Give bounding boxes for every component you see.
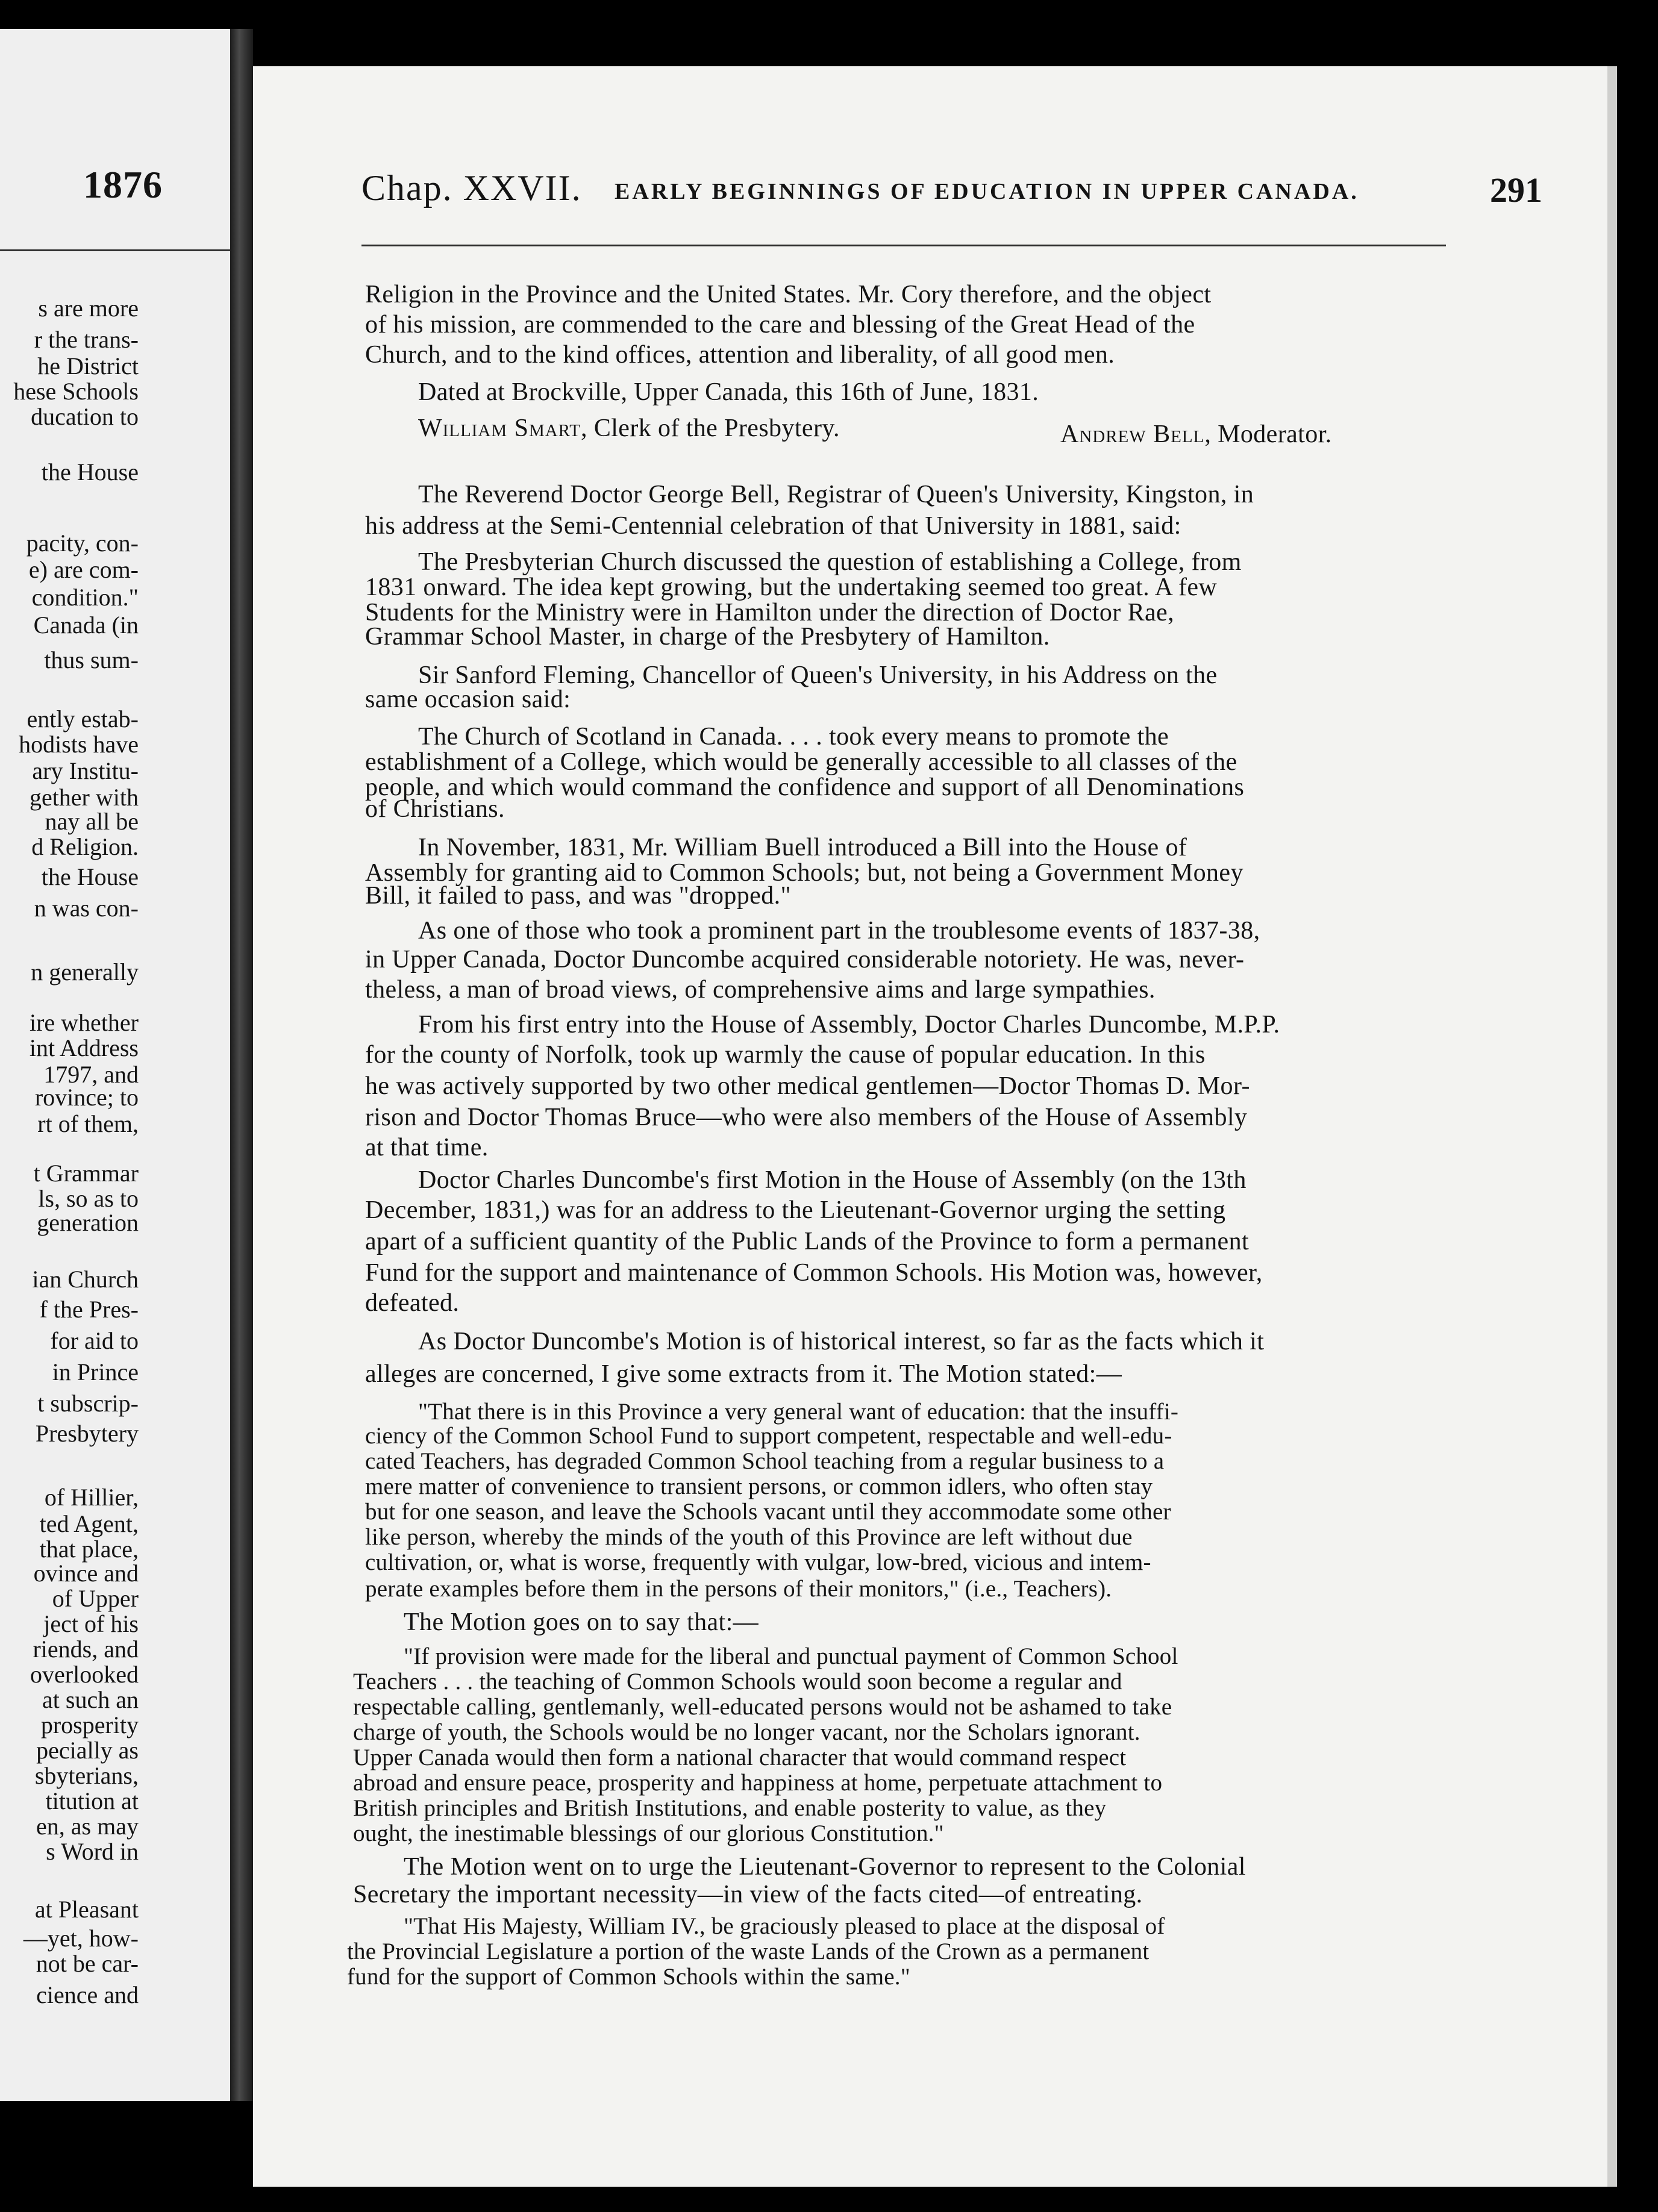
previous-page-line: in Prince — [52, 1358, 139, 1386]
previous-page-line: for aid to — [50, 1327, 139, 1354]
previous-page-line: t Grammar — [33, 1160, 139, 1187]
previous-page-line: overlooked — [30, 1661, 139, 1688]
text-line: he was actively supported by two other medical gentlemen—Doctor Thomas D. Mor- — [365, 1072, 1250, 1100]
text-line: Andrew Bell, Moderator. — [1060, 420, 1332, 448]
page-number: 291 — [1490, 170, 1542, 210]
previous-page-line: en, as may — [36, 1813, 139, 1840]
quoted-line: "That His Majesty, William IV., be graciously pleased to place at the disposal of — [404, 1913, 1165, 1939]
text-line: Secretary the important necessity—in view of the facts cited—of entreating. — [353, 1881, 1143, 1908]
body-text — [253, 66, 1607, 2187]
previous-page-number: 1876 — [83, 163, 163, 206]
previous-page-line: Presbytery — [35, 1420, 139, 1447]
previous-page-line: ian Church — [32, 1266, 139, 1293]
text-line: alleges are concerned, I give some extracts from it. The Motion stated:— — [365, 1360, 1122, 1388]
previous-page-line: ject of his — [43, 1610, 139, 1637]
text-line: Dated at Brockville, Upper Canada, this 16th of June, 1831. — [418, 378, 1039, 406]
previous-page-line: d Religion. — [31, 833, 139, 860]
previous-page-line: int Address — [29, 1034, 139, 1061]
text-line: December, 1831,) was for an address to the Lieutenant-Governor urging the setting — [365, 1196, 1226, 1224]
previous-page-line: not be car- — [36, 1950, 139, 1977]
previous-page-line: gether with — [29, 784, 139, 811]
previous-page-line: ire whether — [29, 1009, 139, 1036]
previous-page-line: at Pleasant — [34, 1896, 139, 1923]
text-line: at that time. — [365, 1134, 489, 1161]
quoted-line: like person, whereby the minds of the youth of this Province are left without due — [365, 1524, 1133, 1550]
previous-page-line: ls, so as to — [38, 1185, 139, 1212]
previous-page-line: he District — [37, 352, 139, 380]
text-line: The Church of Scotland in Canada. . . . took every means to promote the — [418, 723, 1169, 751]
previous-page-line: t subscrip- — [37, 1390, 139, 1417]
previous-page-line: rt of them, — [37, 1110, 139, 1137]
previous-page-line: condition." — [31, 584, 139, 611]
previous-page-line: ted Agent, — [39, 1510, 139, 1537]
previous-page-line: pecially as — [36, 1737, 139, 1764]
page-edge-shadow — [1607, 66, 1617, 2187]
previous-page-header-rule — [0, 249, 230, 251]
running-title: EARLY BEGINNINGS OF EDUCATION IN UPPER CANADA. — [615, 179, 1359, 204]
quoted-line: Upper Canada would then form a national character that would command respect — [353, 1745, 1127, 1770]
previous-page-line: that place, — [39, 1536, 139, 1563]
previous-page-line: Canada (in — [33, 611, 139, 639]
text-line: The Motion goes on to say that:— — [404, 1608, 759, 1636]
text-line: defeated. — [365, 1289, 460, 1317]
text-line: of his mission, are commended to the care and blessing of the Great Head of the — [365, 311, 1195, 339]
previous-page-line: —yet, how- — [23, 1925, 139, 1952]
previous-page-line: rovince; to — [34, 1084, 139, 1111]
text-line: in Upper Canada, Doctor Duncombe acquired considerable notoriety. He was, never- — [365, 946, 1245, 973]
text-line: people, and which would command the confidence and support of all Denominations — [365, 773, 1245, 801]
text-line: From his first entry into the House of Assembly, Doctor Charles Duncombe, M.P.P. — [418, 1011, 1280, 1039]
previous-page-line: riends, and — [33, 1636, 139, 1663]
text-line: of Christians. — [365, 795, 505, 823]
text-line: As Doctor Duncombe's Motion is of historical interest, so far as the facts which it — [418, 1328, 1265, 1355]
text-line: Doctor Charles Duncombe's first Motion in the House of Assembly (on the 13th — [418, 1166, 1247, 1194]
previous-page-line: cience and — [36, 1981, 139, 2008]
quoted-line: perate examples before them in the persons of their monitors," (i.e., Teachers). — [365, 1576, 1112, 1602]
previous-page-line: r the trans- — [34, 326, 139, 353]
previous-page-line: ently estab- — [27, 705, 139, 733]
previous-page-line: s Word in — [46, 1838, 139, 1865]
text-line: In November, 1831, Mr. William Buell introduced a Bill into the House of — [418, 834, 1187, 861]
text-line: Fund for the support and maintenance of Common Schools. His Motion was, however, — [365, 1259, 1263, 1287]
quoted-line: ciency of the Common School Fund to support competent, respectable and well-edu- — [365, 1423, 1172, 1449]
book-spine-gutter — [230, 29, 253, 2101]
quoted-line: abroad and ensure peace, prosperity and happiness at home, perpetuate attachment to — [353, 1770, 1163, 1796]
page-291 — [253, 66, 1607, 2187]
quoted-line: mere matter of convenience to transient persons, or common idlers, who often stay — [365, 1473, 1153, 1499]
previous-page-line: prosperity — [40, 1711, 139, 1739]
chapter-label: Chap. XXVII. — [361, 168, 582, 208]
previous-page-line: n was con- — [34, 895, 139, 922]
previous-page-line: nay all be — [45, 808, 139, 835]
previous-page-line: f the Pres- — [39, 1296, 139, 1323]
previous-page-line: pacity, con- — [26, 530, 139, 557]
previous-page-line: thus sum- — [44, 646, 139, 673]
text-line: for the county of Norfolk, took up warmly the cause of popular education. In this — [365, 1041, 1206, 1069]
text-line: Bill, it failed to pass, and was "dropped." — [365, 882, 792, 910]
previous-page-line: generation — [37, 1209, 139, 1236]
previous-page-line: ducation to — [31, 403, 139, 430]
quoted-line: Teachers . . . the teaching of Common Schools would soon become a regular and — [353, 1669, 1122, 1695]
previous-page-line: s are more — [38, 295, 139, 322]
text-line: rison and Doctor Thomas Bruce—who were also members of the House of Assembly — [365, 1104, 1248, 1131]
previous-page-line: hodists have — [19, 731, 139, 758]
previous-page-line: hese Schools — [13, 378, 139, 405]
quoted-line: "If provision were made for the liberal and punctual payment of Common School — [404, 1643, 1178, 1669]
quoted-line: respectable calling, gentlemanly, well-educated persons would not be ashamed to take — [353, 1694, 1172, 1720]
previous-page-line: e) are com- — [28, 556, 139, 583]
quoted-line: charge of youth, the Schools would be no longer vacant, nor the Scholars ignorant. — [353, 1719, 1140, 1745]
text-line: apart of a sufficient quantity of the Public Lands of the Province to form a permanent — [365, 1228, 1250, 1255]
text-line: Assembly for granting aid to Common Schools; but, not being a Government Money — [365, 859, 1244, 887]
text-line: Church, and to the kind offices, attention and liberality, of all good men. — [365, 341, 1115, 369]
quoted-line: fund for the support of Common Schools within the same." — [347, 1964, 910, 1990]
previous-page-strip — [0, 29, 230, 2101]
quoted-line: British principles and British Institutions, and enable posterity to value, as they — [353, 1795, 1107, 1821]
previous-page-line: the House — [41, 863, 139, 890]
previous-page-line: n generally — [31, 958, 139, 986]
previous-page-line: titution at — [45, 1787, 139, 1814]
quoted-line: but for one season, and leave the Schools vacant until they accommodate some other — [365, 1499, 1171, 1525]
text-line: As one of those who took a prominent part in the troublesome events of 1837-38, — [418, 917, 1260, 945]
quoted-line: "That there is in this Province a very general want of education: that the insuffi- — [418, 1399, 1179, 1425]
text-line: Students for the Ministry were in Hamilton under the direction of Doctor Rae, — [365, 599, 1174, 626]
text-line: The Presbyterian Church discussed the question of establishing a College, from — [418, 548, 1242, 576]
text-line: his address at the Semi-Centennial celebration of that University in 1881, said: — [365, 512, 1181, 540]
previous-page-line: ary Institu- — [32, 757, 139, 784]
text-line: Sir Sanford Fleming, Chancellor of Queen's University, in his Address on the — [418, 661, 1218, 689]
previous-page-line: of Hillier, — [44, 1484, 139, 1511]
previous-page-line: ovince and — [33, 1560, 139, 1587]
text-line: The Reverend Doctor George Bell, Registrar of Queen's University, Kingston, in — [418, 481, 1254, 508]
previous-page-line: at such an — [42, 1686, 139, 1713]
previous-page-line: the House — [41, 458, 139, 486]
text-line: same occasion said: — [365, 686, 571, 713]
text-line: William Smart, Clerk of the Presbytery. — [418, 414, 840, 442]
text-line: theless, a man of broad views, of comprehensive aims and large sympathies. — [365, 976, 1156, 1004]
text-line: Religion in the Province and the United States. Mr. Cory therefore, and the object — [365, 281, 1212, 308]
quoted-line: ought, the inestimable blessings of our glorious Constitution." — [353, 1820, 944, 1846]
text-line: 1831 onward. The idea kept growing, but the undertaking seemed too great. A few — [365, 573, 1218, 601]
text-line: The Motion went on to urge the Lieutenant-Governor to represent to the Colonial — [404, 1853, 1246, 1881]
previous-page-line: sbyterians, — [34, 1762, 139, 1789]
quoted-line: cated Teachers, has degraded Common School teaching from a regular business to a — [365, 1448, 1165, 1474]
quoted-line: the Provincial Legislature a portion of the waste Lands of the Crown as a permanent — [347, 1939, 1150, 1964]
text-line: establishment of a College, which would be generally accessible to all classes of the — [365, 748, 1237, 776]
previous-page-line: of Upper — [52, 1585, 139, 1612]
text-line: Grammar School Master, in charge of the Presbytery of Hamilton. — [365, 623, 1050, 651]
previous-page-line: 1797, and — [43, 1061, 139, 1088]
quoted-line: cultivation, or, what is worse, frequently with vulgar, low-bred, vicious and intem- — [365, 1549, 1151, 1575]
